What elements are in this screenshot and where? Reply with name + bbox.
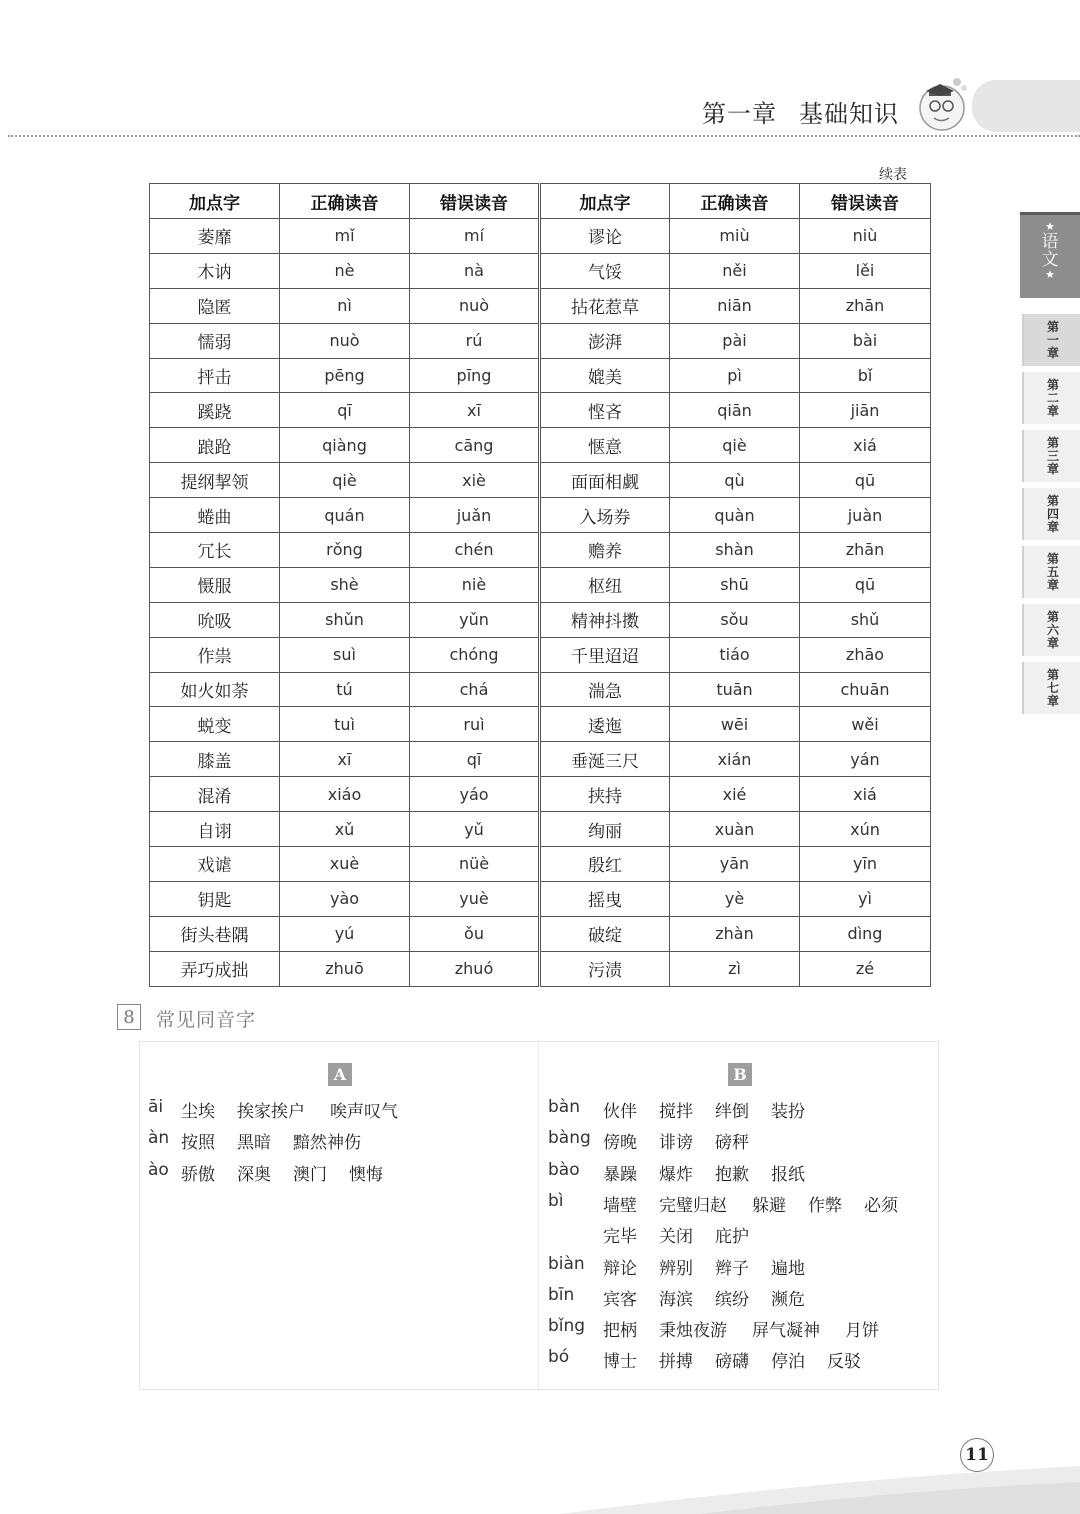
correct-pinyin-cell: xián — [670, 742, 800, 777]
wrong-pinyin-cell: xún — [800, 812, 931, 847]
header-cell: 正确读音 — [280, 184, 410, 219]
wrong-pinyin-cell: chá — [410, 672, 540, 707]
wrong-pinyin-cell: bǐ — [800, 358, 931, 393]
pinyin-label: bào — [548, 1159, 580, 1180]
word-cell: 湍急 — [540, 672, 670, 707]
word-cell: 媲美 — [540, 358, 670, 393]
wrong-pinyin-cell: jiān — [800, 393, 931, 428]
correct-pinyin-cell: wēi — [670, 707, 800, 742]
correct-pinyin-cell: tú — [280, 672, 410, 707]
chapter-tab-char: 三 — [1046, 448, 1059, 463]
wrong-pinyin-cell: dìng — [800, 916, 931, 951]
homophone-line — [148, 1128, 528, 1156]
chapter-heading — [702, 94, 921, 129]
word-cell: 钥匙 — [150, 881, 280, 916]
wrong-pinyin-cell: xiá — [800, 777, 931, 812]
correct-pinyin-cell: mǐ — [280, 219, 410, 254]
homophone-word: 按照 — [181, 1133, 215, 1154]
column-divider — [538, 1041, 539, 1390]
homophone-word: 博士 — [603, 1352, 637, 1373]
wrong-pinyin-cell: bài — [800, 323, 931, 358]
homophone-word: 宾客 — [603, 1289, 637, 1310]
correct-pinyin-cell: pēng — [280, 358, 410, 393]
section-title: 常见同音字 — [156, 1009, 257, 1031]
word-cell: 绚丽 — [540, 812, 670, 847]
word-cell: 摇曳 — [540, 881, 670, 916]
word-cell: 冗长 — [150, 533, 280, 568]
table-row — [150, 463, 931, 498]
word-cell: 悭吝 — [540, 393, 670, 428]
homophone-word: 磅秤 — [715, 1133, 749, 1154]
table-row — [150, 672, 931, 707]
correct-pinyin-cell: zhàn — [670, 916, 800, 951]
table-row — [150, 358, 931, 393]
chapter-tab-char: 章 — [1046, 345, 1059, 360]
column-a-badge: A — [328, 1063, 352, 1086]
chapter-tab-char: 一 — [1046, 332, 1059, 347]
table-row — [150, 951, 931, 986]
wrong-pinyin-cell: xī — [410, 393, 540, 428]
table-row — [150, 498, 931, 533]
word-cell: 戏谑 — [150, 847, 280, 882]
chapter-tab-char: 六 — [1046, 622, 1059, 637]
chapter-tab-char: 第 — [1046, 551, 1059, 566]
word-cell: 踉跄 — [150, 428, 280, 463]
chapter-tab[interactable] — [1022, 546, 1080, 598]
homophone-word: 报纸 — [771, 1164, 805, 1185]
chapter-tab-char: 章 — [1046, 635, 1059, 650]
pinyin-label: àn — [148, 1128, 170, 1149]
wrong-pinyin-cell: yǔ — [410, 812, 540, 847]
wrong-pinyin-cell: zhān — [800, 533, 931, 568]
subject-tab[interactable]: ★ 语文 ★ — [1020, 212, 1080, 298]
table-row — [150, 323, 931, 358]
homophone-word: 遍地 — [771, 1258, 805, 1279]
correct-pinyin-cell: pài — [670, 323, 800, 358]
header-bar — [972, 80, 1080, 132]
homophone-line — [548, 1222, 928, 1250]
chapter-tab[interactable] — [1022, 662, 1080, 714]
homophone-word: 辩论 — [603, 1258, 637, 1279]
wrong-pinyin-cell: yì — [800, 881, 931, 916]
correct-pinyin-cell: rǒng — [280, 533, 410, 568]
word-cell: 破绽 — [540, 916, 670, 951]
wrong-pinyin-cell: ruì — [410, 707, 540, 742]
correct-pinyin-cell: qiàng — [280, 428, 410, 463]
word-cell: 提纲挈领 — [150, 463, 280, 498]
word-cell: 慑服 — [150, 567, 280, 602]
homophone-word: 反驳 — [827, 1352, 861, 1373]
chapter-tab-char: 章 — [1046, 577, 1059, 592]
chapter-tab-char: 第 — [1046, 667, 1059, 682]
homophone-word: 停泊 — [771, 1352, 805, 1373]
wrong-pinyin-cell: qū — [800, 567, 931, 602]
homophone-word: 关闭 — [659, 1227, 693, 1248]
correct-pinyin-cell: tiáo — [670, 637, 800, 672]
word-cell: 混淆 — [150, 777, 280, 812]
wrong-pinyin-cell: cāng — [410, 428, 540, 463]
table-row — [150, 707, 931, 742]
word-cell: 垂涎三尺 — [540, 742, 670, 777]
header-divider — [8, 135, 1080, 137]
homophone-word: 月饼 — [845, 1321, 879, 1342]
homophone-word: 黑暗 — [237, 1133, 271, 1154]
wrong-pinyin-cell: wěi — [800, 707, 931, 742]
header-cell: 错误读音 — [410, 184, 540, 219]
chapter-number: 第一章 — [702, 100, 777, 128]
homophone-word: 辨别 — [659, 1258, 693, 1279]
wrong-pinyin-cell: ǒu — [410, 916, 540, 951]
word-cell: 拈花惹草 — [540, 288, 670, 323]
homophone-word: 墙壁 — [603, 1195, 637, 1216]
correct-pinyin-cell: yè — [670, 881, 800, 916]
correct-pinyin-cell: xuàn — [670, 812, 800, 847]
correct-pinyin-cell: shǔn — [280, 602, 410, 637]
homophone-word: 伙伴 — [603, 1102, 637, 1122]
chapter-tab[interactable] — [1022, 604, 1080, 656]
correct-pinyin-cell: yú — [280, 916, 410, 951]
homophone-word: 必须 — [864, 1195, 898, 1216]
section-number: 8 — [117, 1004, 141, 1030]
table-row — [150, 253, 931, 288]
homophone-line — [148, 1097, 528, 1125]
correct-pinyin-cell: qī — [280, 393, 410, 428]
correct-pinyin-cell: qù — [670, 463, 800, 498]
pinyin-label: bàng — [548, 1128, 591, 1149]
wrong-pinyin-cell: chóng — [410, 637, 540, 672]
homophone-word: 躲避 — [752, 1195, 786, 1216]
wrong-pinyin-cell: yīn — [800, 847, 931, 882]
chapter-tab[interactable] — [1022, 430, 1080, 482]
word-cell: 逶迤 — [540, 707, 670, 742]
homophone-word: 海滨 — [659, 1289, 693, 1310]
table-row — [150, 742, 931, 777]
homophone-word: 深奥 — [237, 1164, 271, 1185]
correct-pinyin-cell: niān — [670, 288, 800, 323]
table-row — [150, 916, 931, 951]
homophone-word: 装扮 — [771, 1102, 805, 1122]
correct-pinyin-cell: shū — [670, 567, 800, 602]
word-cell: 千里迢迢 — [540, 637, 670, 672]
correct-pinyin-cell: qiè — [280, 463, 410, 498]
correct-pinyin-cell: zhuō — [280, 951, 410, 986]
wrong-pinyin-cell: zhān — [800, 288, 931, 323]
column-b-badge: B — [728, 1063, 752, 1086]
wrong-pinyin-cell: zhāo — [800, 637, 931, 672]
homophone-word: 庇护 — [715, 1227, 749, 1248]
homophone-word: 傍晚 — [603, 1133, 637, 1154]
correct-pinyin-cell: xī — [280, 742, 410, 777]
correct-pinyin-cell: xiáo — [280, 777, 410, 812]
correct-pinyin-cell: miù — [670, 219, 800, 254]
word-cell: 如火如荼 — [150, 672, 280, 707]
wrong-pinyin-cell: juǎn — [410, 498, 540, 533]
chapter-tab-char: 七 — [1046, 680, 1059, 695]
word-cell: 面面相觑 — [540, 463, 670, 498]
word-cell: 街头巷隅 — [150, 916, 280, 951]
footer-swoosh — [0, 1460, 1080, 1514]
correct-pinyin-cell: zì — [670, 951, 800, 986]
correct-pinyin-cell: qiè — [670, 428, 800, 463]
correct-pinyin-cell: xuè — [280, 847, 410, 882]
correct-pinyin-cell: nè — [280, 253, 410, 288]
table-row — [150, 602, 931, 637]
wrong-pinyin-cell: lěi — [800, 253, 931, 288]
homophone-word: 黯然神伤 — [293, 1133, 361, 1154]
homophone-word: 缤纷 — [715, 1289, 749, 1310]
word-cell: 澎湃 — [540, 323, 670, 358]
chapter-tab-char: 章 — [1046, 403, 1059, 418]
correct-pinyin-cell: quàn — [670, 498, 800, 533]
continued-label: 续表 — [879, 167, 907, 183]
table-row — [150, 428, 931, 463]
pinyin-label: biàn — [548, 1253, 585, 1274]
word-cell: 木讷 — [150, 253, 280, 288]
chapter-tab-char: 第 — [1046, 319, 1059, 334]
header-cell: 错误读音 — [800, 184, 931, 219]
homophone-line — [148, 1160, 528, 1188]
table-header-row — [150, 184, 931, 219]
chapter-tab-char: 四 — [1046, 506, 1059, 521]
word-cell: 挟持 — [540, 777, 670, 812]
correct-pinyin-cell: tuì — [280, 707, 410, 742]
word-cell: 吮吸 — [150, 602, 280, 637]
word-cell: 隐匿 — [150, 288, 280, 323]
correct-pinyin-cell: qiān — [670, 393, 800, 428]
homophone-word: 懊悔 — [349, 1164, 383, 1185]
word-cell: 抨击 — [150, 358, 280, 393]
wrong-pinyin-cell: chuān — [800, 672, 931, 707]
wrong-pinyin-cell: qū — [800, 463, 931, 498]
table-row — [150, 777, 931, 812]
homophone-line — [548, 1347, 928, 1375]
correct-pinyin-cell: yān — [670, 847, 800, 882]
table-row — [150, 219, 931, 254]
correct-pinyin-cell: nuò — [280, 323, 410, 358]
homophone-line — [548, 1097, 928, 1125]
table-row — [150, 288, 931, 323]
table-row — [150, 567, 931, 602]
word-cell: 污渍 — [540, 951, 670, 986]
word-cell: 作祟 — [150, 637, 280, 672]
word-cell: 赡养 — [540, 533, 670, 568]
word-cell: 精神抖擞 — [540, 602, 670, 637]
wrong-pinyin-cell: chén — [410, 533, 540, 568]
correct-pinyin-cell: quán — [280, 498, 410, 533]
correct-pinyin-cell: tuān — [670, 672, 800, 707]
word-cell: 蜷曲 — [150, 498, 280, 533]
word-cell: 惬意 — [540, 428, 670, 463]
header-cell: 正确读音 — [670, 184, 800, 219]
word-cell: 气馁 — [540, 253, 670, 288]
wrong-pinyin-cell: zhuó — [410, 951, 540, 986]
word-cell: 萎靡 — [150, 219, 280, 254]
pinyin-label: bàn — [548, 1097, 580, 1117]
homophone-word: 尘埃 — [181, 1102, 215, 1122]
wrong-pinyin-cell: xiá — [800, 428, 931, 463]
homophone-line — [548, 1285, 928, 1313]
correct-pinyin-cell: yào — [280, 881, 410, 916]
word-cell: 谬论 — [540, 219, 670, 254]
pronunciation-table — [149, 183, 931, 987]
correct-pinyin-cell: xǔ — [280, 812, 410, 847]
correct-pinyin-cell: pì — [670, 358, 800, 393]
homophone-word: 唉声叹气 — [330, 1102, 398, 1122]
table-row — [150, 533, 931, 568]
table-row — [150, 847, 931, 882]
pinyin-label: āi — [148, 1097, 164, 1117]
correct-pinyin-cell: nì — [280, 288, 410, 323]
homophone-line — [548, 1316, 928, 1344]
homophone-line — [548, 1254, 928, 1282]
table-row — [150, 881, 931, 916]
homophone-word: 诽谤 — [659, 1133, 693, 1154]
homophone-word: 完璧归赵 — [659, 1195, 727, 1216]
wrong-pinyin-cell: qī — [410, 742, 540, 777]
wrong-pinyin-cell: nuò — [410, 288, 540, 323]
pinyin-label: ào — [148, 1159, 169, 1180]
correct-pinyin-cell: shàn — [670, 533, 800, 568]
wrong-pinyin-cell: yǔn — [410, 602, 540, 637]
chapter-tab-char: 第 — [1046, 435, 1059, 450]
chapter-tab-char: 第 — [1046, 377, 1059, 392]
wrong-pinyin-cell: yáo — [410, 777, 540, 812]
wrong-pinyin-cell: shǔ — [800, 602, 931, 637]
homophone-word: 完毕 — [603, 1227, 637, 1248]
table-row — [150, 393, 931, 428]
homophone-word: 濒危 — [771, 1289, 805, 1310]
homophone-word: 搅拌 — [659, 1102, 693, 1122]
homophone-word: 屏气凝神 — [752, 1321, 820, 1342]
correct-pinyin-cell: suì — [280, 637, 410, 672]
chapter-tab-char: 章 — [1046, 693, 1059, 708]
page-number: 11 — [960, 1438, 994, 1472]
correct-pinyin-cell: něi — [670, 253, 800, 288]
wrong-pinyin-cell: nüè — [410, 847, 540, 882]
chapter-title: 基础知识 — [799, 100, 899, 128]
header-cell: 加点字 — [150, 184, 280, 219]
mascot-icon — [912, 74, 972, 134]
table-row — [150, 637, 931, 672]
wrong-pinyin-cell: yán — [800, 742, 931, 777]
homophone-word: 磅礴 — [715, 1352, 749, 1373]
homophone-word: 作弊 — [808, 1195, 842, 1216]
chapter-tab[interactable] — [1022, 488, 1080, 540]
chapter-tab[interactable] — [1022, 372, 1080, 424]
correct-pinyin-cell: sǒu — [670, 602, 800, 637]
chapter-tab-char: 二 — [1046, 390, 1059, 405]
wrong-pinyin-cell: juàn — [800, 498, 931, 533]
homophone-word: 暴躁 — [603, 1164, 637, 1185]
word-cell: 蜕变 — [150, 707, 280, 742]
pinyin-label: bì — [548, 1190, 564, 1211]
wrong-pinyin-cell: xiè — [410, 463, 540, 498]
word-cell: 蹊跷 — [150, 393, 280, 428]
homophone-word: 辫子 — [715, 1258, 749, 1279]
chapter-tab-char: 第 — [1046, 493, 1059, 508]
pinyin-label: bǐng — [548, 1316, 586, 1337]
wrong-pinyin-cell: niù — [800, 219, 931, 254]
wrong-pinyin-cell: mí — [410, 219, 540, 254]
homophone-line — [548, 1128, 928, 1156]
homophone-word: 把柄 — [603, 1321, 637, 1342]
header-cell: 加点字 — [540, 184, 670, 219]
wrong-pinyin-cell: niè — [410, 567, 540, 602]
table-row — [150, 812, 931, 847]
chapter-tab-char: 章 — [1046, 461, 1059, 476]
pinyin-label: bó — [548, 1347, 570, 1368]
wrong-pinyin-cell: nà — [410, 253, 540, 288]
chapter-tab[interactable] — [1022, 314, 1080, 366]
subject-label: 语文 — [1041, 232, 1059, 270]
wrong-pinyin-cell: zé — [800, 951, 931, 986]
correct-pinyin-cell: shè — [280, 567, 410, 602]
word-cell: 懦弱 — [150, 323, 280, 358]
homophone-word: 绊倒 — [715, 1102, 749, 1122]
word-cell: 自诩 — [150, 812, 280, 847]
correct-pinyin-cell: xié — [670, 777, 800, 812]
chapter-tab-char: 五 — [1046, 564, 1059, 579]
homophone-line — [548, 1160, 928, 1188]
word-cell: 膝盖 — [150, 742, 280, 777]
chapter-tab-char: 章 — [1046, 519, 1059, 534]
homophone-word: 爆炸 — [659, 1164, 693, 1185]
pinyin-label: bīn — [548, 1284, 575, 1305]
homophone-word: 澳门 — [293, 1164, 327, 1185]
homophone-word: 拼搏 — [659, 1352, 693, 1373]
wrong-pinyin-cell: pīng — [410, 358, 540, 393]
word-cell: 弄巧成拙 — [150, 951, 280, 986]
word-cell: 入场券 — [540, 498, 670, 533]
wrong-pinyin-cell: yuè — [410, 881, 540, 916]
homophone-word: 抱歉 — [715, 1164, 749, 1185]
chapter-tab-char: 第 — [1046, 609, 1059, 624]
homophone-word: 秉烛夜游 — [659, 1321, 727, 1342]
word-cell: 殷红 — [540, 847, 670, 882]
homophone-line — [548, 1191, 928, 1219]
wrong-pinyin-cell: rú — [410, 323, 540, 358]
homophone-word: 骄傲 — [181, 1164, 215, 1185]
homophone-word: 挨家挨户 — [237, 1102, 305, 1122]
word-cell: 枢纽 — [540, 567, 670, 602]
